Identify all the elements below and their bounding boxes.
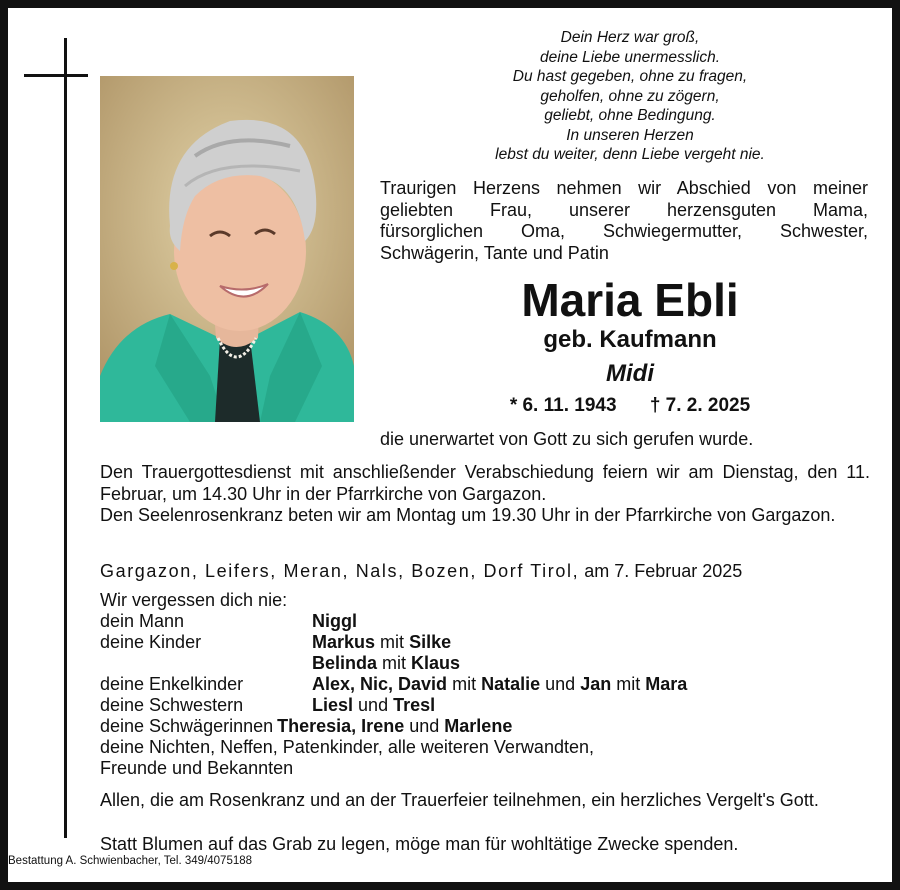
poem-line: lebst du weiter, denn Liebe vergeht nie. (495, 146, 765, 163)
relation-label: deine Schwestern (100, 695, 244, 715)
connector-text: mit (452, 674, 477, 694)
intro-line: fürsorglichen Oma, Schwiegermutter, Schwester, (380, 221, 868, 241)
family-name: Liesl (312, 695, 354, 715)
connector-text: mit (382, 653, 407, 673)
called-home-text: die unerwartet von Gott zu sich gerufen wurde. (380, 429, 754, 449)
connector-text: und (409, 716, 440, 736)
service-info: Den Trauergottesdienst mit anschließender Verabschiedung feiern wir am Dienstag, den 11. Februar, um 14.30 Uhr in der Pfarrkirche von Gargazon. (100, 462, 870, 504)
intro-line: geliebten Frau, unserer herzensguten Mama, (380, 199, 868, 220)
family-name: Belinda (312, 653, 378, 673)
family-name: Marlene (444, 716, 513, 736)
relation-label: deine Schwägerinnen (100, 716, 274, 736)
family-name: Theresia, Irene (277, 716, 405, 736)
poem-line: geholfen, ohne zu zögern, (540, 87, 720, 105)
family-name: Markus (312, 632, 376, 652)
connector-text: und (358, 695, 389, 715)
family-name: Alex, Nic, David (312, 674, 448, 694)
family-name: Tresl (393, 695, 436, 715)
portrait-illustration (100, 76, 354, 422)
poem-line: geliebt, ohne Bedingung. (544, 107, 716, 124)
life-dates (380, 394, 880, 418)
deceased-name: Maria Ebli (521, 274, 739, 326)
friends-line: Freunde und Bekannten (100, 758, 294, 778)
maiden-name: geb. Kaufmann (543, 326, 717, 353)
place-date (100, 560, 870, 582)
relation-label: deine Kinder (100, 632, 202, 652)
death-date: † 7. 2. 2025 (649, 395, 751, 416)
family-name: Klaus (411, 653, 461, 673)
family-list (100, 590, 870, 779)
family-row (100, 653, 870, 674)
birth-date: * 6. 11. 1943 (509, 395, 617, 416)
poem (380, 28, 880, 165)
family-name: Niggl (312, 611, 357, 631)
family-name: Silke (409, 632, 452, 652)
obituary-card (8, 8, 892, 882)
connector-text: und (545, 674, 576, 694)
family-row (100, 611, 870, 632)
intro-line: Schwägerin, Tante und Patin (380, 242, 609, 263)
family-row (100, 695, 870, 716)
family-row (100, 632, 870, 653)
family-row (100, 716, 870, 737)
connector-text: mit (616, 674, 641, 694)
cross-icon-bar (24, 74, 88, 77)
family-name: Mara (645, 674, 688, 694)
poem-line: Du hast gegeben, ohne zu fragen, (512, 68, 748, 85)
date-line: am 7. Februar 2025 (584, 561, 743, 581)
family-row (100, 674, 870, 695)
cross-icon (64, 38, 67, 838)
relation-label: dein Mann (100, 611, 185, 631)
family-intro: Wir vergessen dich nie: (100, 590, 288, 610)
thanks-text: Allen, die am Rosenkranz und an der Trauerfeier teilnehmen, ein herzliches Vergelt's Gott. (100, 790, 819, 810)
portrait-photo (100, 76, 354, 422)
flowers-text: Statt Blumen auf das Grab zu legen, möge man für wohltätige Zwecke spenden. (100, 834, 739, 854)
funeral-home-info: Bestattung A. Schwienbacher, Tel. 349/4075188 (8, 855, 253, 867)
intro-line: Traurigen Herzens nehmen wir Abschied von meiner (380, 178, 868, 198)
rosary-info: Den Seelenrosenkranz beten wir am Montag um 19.30 Uhr in der Pfarrkirche von Gargazon. (100, 505, 836, 525)
poem-line: deine Liebe unermesslich. (539, 48, 721, 66)
family-name: Natalie (481, 674, 541, 694)
connector-text: mit (380, 632, 405, 652)
family-name: Jan (580, 674, 612, 694)
relation-label: deine Enkelkinder (100, 674, 244, 694)
nickname: Midi (606, 360, 654, 387)
poem-line: Dein Herz war groß, (560, 29, 700, 46)
relatives-line: deine Nichten, Neffen, Patenkinder, alle weiteren Verwandten, (100, 737, 594, 757)
poem-line: In unseren Herzen (566, 126, 694, 144)
places: Gargazon, Leifers, Meran, Nals, Bozen, Dorf Tirol, (100, 561, 580, 581)
intro-text (380, 178, 868, 264)
